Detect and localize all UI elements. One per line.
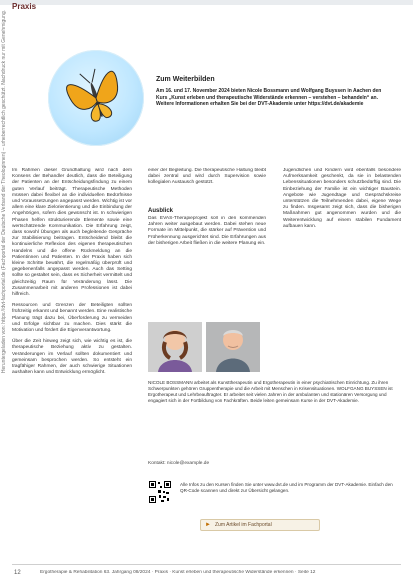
column-3	[283, 168, 401, 318]
column-2-paragraph-1: einer der Begleitung. Die therapeutische Haltung bleibt dabei zentral und wird durch Supervision sowie kollegialen Austausch gestützt.	[148, 168, 266, 186]
woman-portrait-icon	[148, 322, 202, 372]
arrow-right-icon: ►	[205, 522, 211, 528]
butterfly-icon	[48, 50, 144, 146]
article-link-button[interactable]	[200, 519, 320, 531]
author-portraits	[148, 322, 278, 372]
column-3-paragraph-1: Jugendlichen und Kindern wird ebenfalls besondere Aufmerksamkeit geschenkt, da sie in belastenden Lebenssituationen besonders schutzbedürftig sind. Die Einbeziehung der Familie ist ein wichtiger Baustein. Angebote wie Jugendtage und Gesprächskreise unterstützen die Teilnehmenden dabei, eigene Wege zu finden. Insgesamt zeigt sich, dass die bisherigen Maßnahmen gut angenommen wurden und die Weiterentwicklung auf einem stabilen Fundament aufbauen kann.	[283, 168, 401, 229]
column-1-paragraph-3: Über die Zeit hinweg zeigt sich, wie wichtig es ist, die therapeutische Beziehung aktiv zu gestalten. Veränderungen im Verlauf sollten dokumentiert und gemeinsam besprochen werden. So entsteht ein tragfähiger Rahmen, der auch schwierige Situationen aushalten kann und Entwicklung ermöglicht.	[12, 339, 132, 376]
portrait-wolfgang-buyssen	[206, 322, 260, 372]
author-bio-text: NICOLE BOSSMANN arbeitet als Kunsttherapeutin und Ergotherapeutin in einer psychiatrischen Einrichtung. Zu ihren Schwerpunkten gehören Gruppentherapie und die Arbeit mit Menschen in Krisensituationen. WOLFGANG BUYSSEN ist Ergotherapeut und Lehrbeauftragter. Er arbeitet seit vielen Jahren in der ambulanten und stationären Versorgung und engagiert sich in der Fortbildung von Fachkräften. Beide leiten gemeinsam Kurse in der DVT-Akademie.	[148, 380, 393, 403]
section-label: Praxis	[12, 2, 37, 11]
promo-line: Am 16. und 17. November 2024 bieten Nicole Bossmann und Wolfgang Buyssen in Aachen den Kurs „Kunst erleben und therapeutische Widerstände erkennen – verstehen – behandeln“ an. Weitere Informationen erhalten Sie bei der DVT-Akademie unter https://dvt.de/akademie	[156, 88, 382, 107]
column-1-paragraph-2: Ressourcen und Grenzen der Beteiligten sollten frühzeitig erkannt und benannt werden. Eine realistische Planung trägt dazu bei, Überforderung zu vermeiden und Erfolge sichtbar zu machen. Dies stärkt die Motivation und fördert die Eigenverantwortung.	[12, 303, 132, 334]
ausblick-paragraph: Das EVAS-Therapieprojekt soll in den kommenden Jahren weiter ausgebaut werden. Dabei stehen neue Formate im Mittelpunkt, die stärker auf Prävention und Früherkennung ausgerichtet sind. Die Erfahrungen aus der bisherigen Arbeit fließen in die weitere Planung ein.	[148, 216, 266, 246]
side-notice	[0, 10, 10, 570]
man-portrait-icon	[206, 322, 260, 372]
portrait-nicole-bossmann	[148, 322, 202, 372]
column-1	[12, 168, 132, 538]
ausblick-text	[148, 216, 266, 276]
footer-citation: Ergotherapie & Rehabilitation 63. Jahrgang 08/2024 · Praxis · Kunst erleben und therapeutische Widerstände erkennen · Seite 12	[40, 570, 316, 575]
page-number: 12	[14, 570, 21, 576]
promo-title: Zum Weiterbilden	[156, 76, 215, 83]
promo-text	[156, 88, 388, 108]
footer-rule	[12, 564, 401, 565]
column-1-paragraph-1: Im Rahmen dieser Grundhaltung wird nach dem Konsens der Behandler deutlich, dass die Beteiligung der Patienten an der Entscheidungsfindung zu einem guten Verlauf beiträgt. Therapeutische Methoden müssen dabei flexibel an die individuellen Bedürfnisse und Voraussetzungen angepasst werden. Wichtig ist vor allem eine klare Zielorientierung und die Einbindung der Angehörigen, sofern dies gewünscht ist. In schwierigen Phasen helfen strukturierende Elemente sowie eine wertschätzende Kommunikation. Die Erfahrung zeigt, dass sowohl Übungen als auch begleitende Gespräche zur Stabilisierung beitragen. Entscheidend bleibt die kontinuierliche Reflexion des eigenen therapeutischen Handelns und die offene Rückmeldung an die Patientinnen und Patienten. In der Praxis haben sich kleine Schritte bewährt, die regelmäßig überprüft und gegebenenfalls angepasst werden. Auch das Setting sollte so gestaltet sein, dass es Sicherheit vermittelt und gleichzeitig Raum für Veränderung lässt. Die Zusammenarbeit mit anderen Professionen ist dabei hilfreich.	[12, 168, 132, 298]
header-band	[0, 0, 413, 5]
qr-code-icon	[148, 480, 172, 504]
author-bios	[148, 380, 402, 448]
qr-description: Alle Infos zu den Kursen finden Sie unter www.dvt.de und im Programm der DVT-Akademie. Einfach den QR-Code scannen und direkt zur Übersicht gelangen.	[180, 482, 393, 493]
page-header	[0, 0, 413, 12]
ausblick-heading: Ausblick	[148, 208, 174, 214]
article-link-label: Zum Artikel im Fachportal	[215, 522, 272, 528]
page-footer	[0, 564, 413, 585]
side-notice-text: Heruntergeladen von: https://dvt-fachportal.de (Fachportal der Deutsche Verband der Theologinnen) – urheberrechtlich geschützt. Nachdruck nur mit Genehmigung.	[1, 10, 7, 374]
qr-code[interactable]	[148, 480, 172, 504]
butterfly-image	[48, 50, 144, 146]
contact-line: Kontakt: nicole@example.de	[148, 461, 210, 466]
